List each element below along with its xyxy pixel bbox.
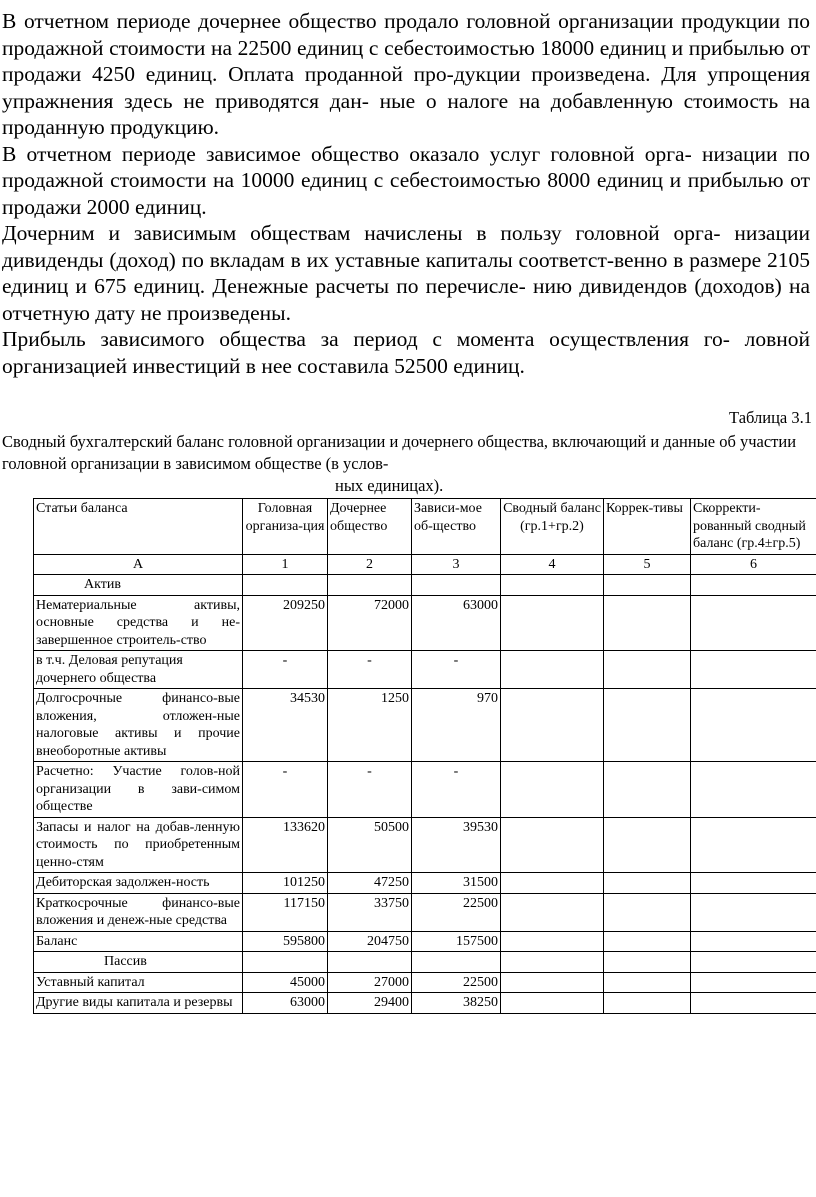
cell-value: - <box>412 651 501 689</box>
cell-value: 72000 <box>328 595 412 651</box>
table-row <box>34 873 816 894</box>
cell-value: - <box>412 762 501 818</box>
cell-value: 31500 <box>412 873 501 894</box>
body-text <box>0 8 812 379</box>
paragraph-1: В отчетном периоде дочернее общество продало головной организации продукции по продажной стоимости на 22500 единиц с себестоимостью 18000 единиц и прибылью от продажи 4250 единиц. Оплата проданной про-дукции произведена. Для упрощения упражнения здесь не приводятся дан- ные о налоге на добавленную стоимость на проданную продукцию. <box>2 9 810 139</box>
table-row <box>34 817 816 873</box>
balance-table <box>33 498 816 1014</box>
cell-value: 209250 <box>243 595 328 651</box>
cell-value: 101250 <box>243 873 328 894</box>
cell-value: 27000 <box>328 972 412 993</box>
cell-value: - <box>328 651 412 689</box>
paragraph-4: Прибыль зависимого общества за период с момента осуществления го- ловной организацией инвестиций в нее составила 52500 единиц. <box>2 327 810 378</box>
row-label: Уставный капитал <box>34 972 243 993</box>
balance-total-row <box>34 931 816 952</box>
table-caption <box>2 431 812 497</box>
cell-value: - <box>243 762 328 818</box>
header-cell: Зависи-мое об-щество <box>412 499 501 555</box>
column-number: 3 <box>412 554 501 575</box>
header-cell: Дочернее общество <box>328 499 412 555</box>
table-row <box>34 972 816 993</box>
table-number: Таблица 3.1 <box>729 408 812 427</box>
header-cell: Сводный баланс (гр.1+гр.2) <box>501 499 604 555</box>
cell-value: 970 <box>412 689 501 762</box>
cell-value: 39530 <box>412 817 501 873</box>
row-label: Краткосрочные финансо-вые вложения и денеж-ные средства <box>34 893 243 931</box>
cell-value: 47250 <box>328 873 412 894</box>
row-label: Другие виды капитала и резервы <box>34 993 243 1014</box>
row-label: Долгосрочные финансо-вые вложения, отложен-ные налоговые активы и прочие внеоборотные активы <box>34 689 243 762</box>
cell-value: 45000 <box>243 972 328 993</box>
header-cell: Скорректи-рованный сводный баланс (гр.4±гр.5) <box>691 499 816 555</box>
table-row <box>34 762 816 818</box>
cell-value: 29400 <box>328 993 412 1014</box>
cell-value: 33750 <box>328 893 412 931</box>
cell-value: - <box>243 651 328 689</box>
cell-value: 1250 <box>328 689 412 762</box>
cell-value: 38250 <box>412 993 501 1014</box>
row-label: Запасы и налог на добав-ленную стоимость по приобретенным ценно-стям <box>34 817 243 873</box>
column-number: 5 <box>604 554 691 575</box>
table-row <box>34 893 816 931</box>
cell-value: 204750 <box>328 931 412 952</box>
column-number: 6 <box>691 554 816 575</box>
cell-value: 117150 <box>243 893 328 931</box>
column-number: 4 <box>501 554 604 575</box>
section-label: Актив <box>34 575 243 596</box>
row-label: Расчетно: Участие голов-ной организации в зави-симом обществе <box>34 762 243 818</box>
cell-value: 34530 <box>243 689 328 762</box>
cell-value: 63000 <box>243 993 328 1014</box>
column-number: 2 <box>328 554 412 575</box>
cell-value: 50500 <box>328 817 412 873</box>
column-number: 1 <box>243 554 328 575</box>
paragraph-3: Дочерним и зависимым обществам начислены в пользу головной орга- низации дивиденды (доход) по вкладам в их уставные капиталы соответст-венно в размере 2105 единиц и 675 единиц. Денежные расчеты по перечисле- нию дивидендов (доходов) на отчетную дату не произведены. <box>2 221 810 325</box>
cell-value: 595800 <box>243 931 328 952</box>
cell-value: 22500 <box>412 893 501 931</box>
cell-value: 22500 <box>412 972 501 993</box>
header-row <box>34 499 816 555</box>
paragraph-2: В отчетном периоде зависимое общество оказало услуг головной орга- низации по продажной стоимости на 10000 единиц с себестоимостью 8000 единиц и прибылью от продажи 2000 единиц. <box>2 141 810 219</box>
table-row <box>34 651 816 689</box>
section-row-assets <box>34 575 816 596</box>
cell-value: - <box>328 762 412 818</box>
section-label: Пассив <box>34 952 243 973</box>
table-row <box>34 595 816 651</box>
row-label: Дебиторская задолжен-ность <box>34 873 243 894</box>
row-label: Баланс <box>34 931 243 952</box>
table-row <box>34 689 816 762</box>
header-cell: Коррек-тивы <box>604 499 691 555</box>
cell-value: 63000 <box>412 595 501 651</box>
row-label: Нематериальные активы, основные средства и не-завершенное строитель-ство <box>34 595 243 651</box>
table-caption-text: Сводный бухгалтерский баланс головной организации и дочернего общества, включающий и данные об участии головной организации в зависимом обществе (в услов- <box>2 432 797 473</box>
column-number-row <box>34 554 816 575</box>
table-caption-tail: ных единицах). <box>335 476 444 495</box>
column-number: А <box>34 554 243 575</box>
header-cell: Статьи баланса <box>34 499 243 555</box>
cell-value: 157500 <box>412 931 501 952</box>
section-row-liabilities <box>34 952 816 973</box>
row-label: в т.ч. Деловая репутация дочернего общества <box>34 651 243 689</box>
cell-value: 133620 <box>243 817 328 873</box>
header-cell: Головная организа-ция <box>243 499 328 555</box>
table-row <box>34 993 816 1014</box>
